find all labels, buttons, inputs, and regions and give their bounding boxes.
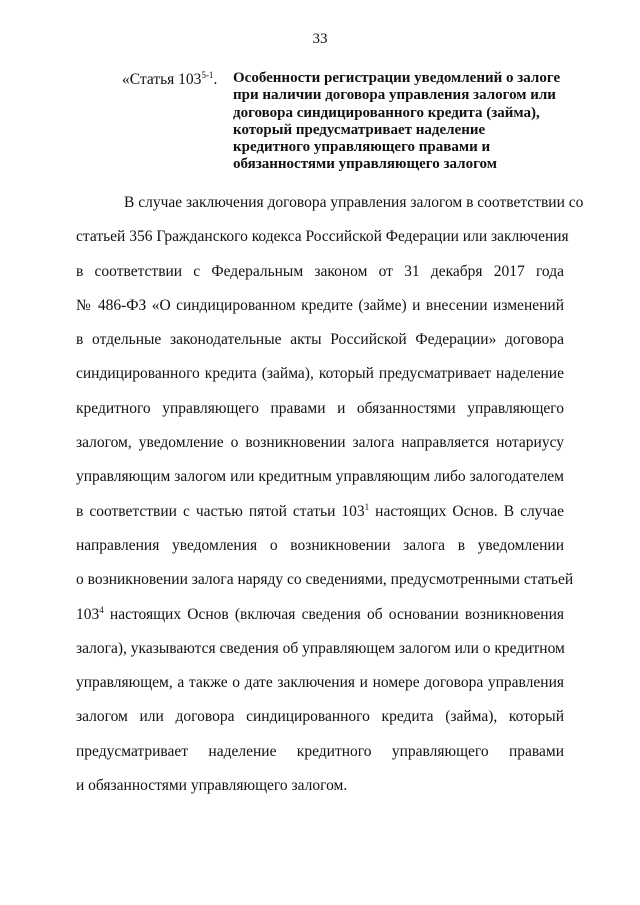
body-line: кредитного управляющего правами и обязанностями управляющего	[76, 399, 564, 417]
body-line: синдицированного кредита (займа), который предусматривает наделение	[76, 365, 564, 383]
article-title-line: договора синдицированного кредита (займа),	[233, 104, 540, 121]
article-body	[76, 186, 584, 803]
body-line: в соответствии с Федеральным законом от 31 декабря 2017 года	[76, 262, 564, 280]
body-text-fragment: в соответствии с частью пятой статьи 103	[76, 502, 365, 520]
body-line: залога), указываются сведения об управляющем залогом или о кредитном	[76, 639, 565, 657]
body-line: В случае заключения договора управления залогом в соответствии со	[124, 194, 584, 211]
body-text-fragment: настоящих Основ (включая сведения об основании возникновения	[103, 605, 564, 623]
footnote-superscript: 1	[364, 501, 370, 512]
article-title-line: Особенности регистрации уведомлений о залоге	[233, 70, 561, 86]
page-number: 33	[312, 31, 328, 47]
body-line: управляющим залогом или кредитным управляющим либо залогодателем	[76, 468, 564, 486]
body-line: и обязанностями управляющего залогом.	[76, 777, 348, 795]
body-line	[76, 598, 564, 632]
article-label-prefix: «Статья 103	[122, 71, 202, 89]
body-line: статьей 356 Гражданского кодекса Российской Федерации или заключения	[76, 228, 569, 246]
body-line: направления уведомления о возникновении залога в уведомлении	[76, 536, 564, 554]
article-title-line: кредитного управляющего правами и	[233, 139, 491, 156]
article-label-suffix: .	[213, 71, 218, 89]
article-title	[233, 70, 563, 174]
body-text-fragment: 103	[76, 605, 100, 623]
footnote-superscript: 4	[99, 604, 104, 615]
body-line: в отдельные законодательные акты Российской Федерации» договора	[76, 331, 564, 349]
body-line: залогом, уведомление о возникновении залога направляется нотариусу	[76, 434, 564, 452]
body-line: № 486-ФЗ «О синдицированном кредите (займе) и внесении изменений	[76, 296, 564, 314]
body-line: управляющем, а также о дате заключения и номере договора управления	[76, 674, 564, 692]
body-line	[76, 495, 564, 529]
body-text-fragment: настоящих Основ. В случае	[369, 502, 564, 520]
article-title-line: который предусматривает наделение	[233, 121, 486, 138]
body-line: о возникновении залога наряду со сведениями, предусмотренными статьей	[76, 571, 574, 589]
body-line: залогом или договора синдицированного кредита (займа), который	[76, 708, 564, 726]
article-label-superscript: 5-1	[201, 70, 214, 80]
article-title-line: обязанностями управляющего залогом	[233, 156, 497, 173]
article-title-line: при наличии договора управления залогом или	[233, 87, 556, 104]
body-line: предусматривает наделение кредитного управляющего правами	[76, 742, 564, 760]
article-label	[122, 70, 217, 89]
